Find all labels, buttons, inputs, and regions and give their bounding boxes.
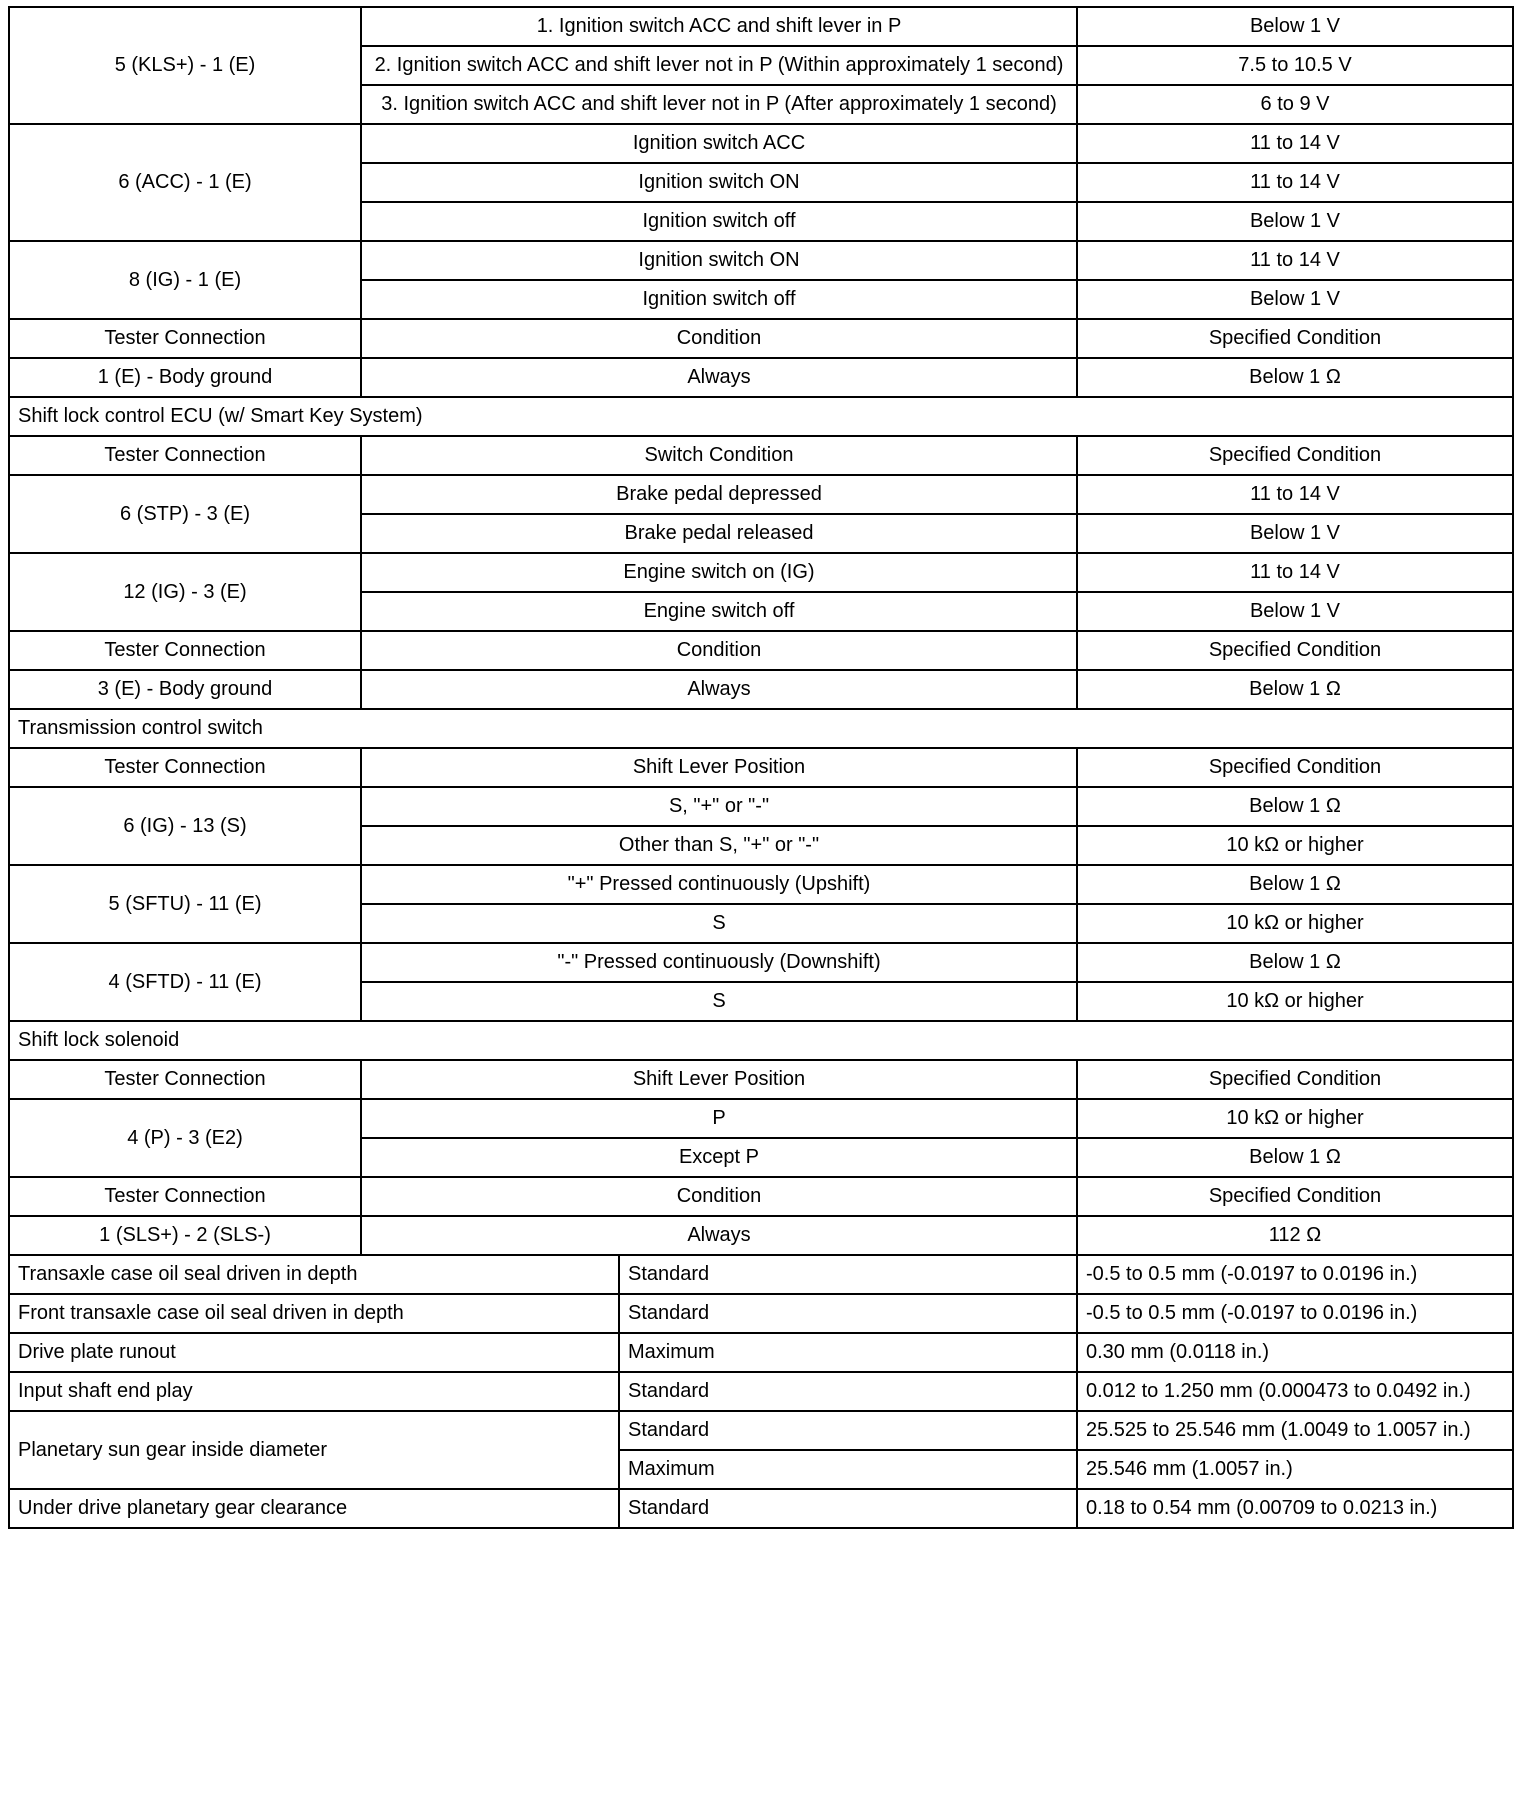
table-header-row (9, 748, 1513, 787)
spec-value-cell: 25.546 mm (1.0057 in.) (1077, 1450, 1513, 1489)
condition-cell: Engine switch off (361, 592, 1077, 631)
table-row (9, 943, 1513, 982)
specified-condition-cell: 6 to 9 V (1077, 85, 1513, 124)
specified-condition-cell: 10 kΩ or higher (1077, 826, 1513, 865)
table-row (9, 241, 1513, 280)
column-header-specified-condition: Specified Condition (1077, 1177, 1513, 1216)
spec-type-cell: Standard (619, 1372, 1077, 1411)
tester-connection-cell: 6 (ACC) - 1 (E) (9, 124, 361, 241)
tester-connection-cell: 6 (IG) - 13 (S) (9, 787, 361, 865)
tester-connection-cell: 3 (E) - Body ground (9, 670, 361, 709)
condition-cell: Ignition switch ON (361, 241, 1077, 280)
spec-type-cell: Maximum (619, 1333, 1077, 1372)
column-header-specified-condition: Specified Condition (1077, 748, 1513, 787)
table-row (9, 1333, 1513, 1372)
spec-type-cell: Maximum (619, 1450, 1077, 1489)
condition-cell: "+" Pressed continuously (Upshift) (361, 865, 1077, 904)
specified-condition-cell: 10 kΩ or higher (1077, 982, 1513, 1021)
column-header-condition: Condition (361, 631, 1077, 670)
table-header-row (9, 1060, 1513, 1099)
specified-condition-cell: 11 to 14 V (1077, 553, 1513, 592)
condition-cell: Ignition switch off (361, 280, 1077, 319)
condition-cell: 2. Ignition switch ACC and shift lever not in P (Within approximately 1 second) (361, 46, 1077, 85)
specified-condition-cell: Below 1 V (1077, 7, 1513, 46)
condition-cell: S (361, 982, 1077, 1021)
table-row (9, 1489, 1513, 1528)
table-row (9, 1099, 1513, 1138)
column-header-shift-lever-position: Shift Lever Position (361, 748, 1077, 787)
column-header-specified-condition: Specified Condition (1077, 631, 1513, 670)
table-row (9, 1411, 1513, 1450)
specified-condition-cell: Below 1 Ω (1077, 358, 1513, 397)
specified-condition-cell: Below 1 V (1077, 592, 1513, 631)
condition-cell: Other than S, "+" or "-" (361, 826, 1077, 865)
specified-condition-cell: 112 Ω (1077, 1216, 1513, 1255)
specified-condition-cell: 11 to 14 V (1077, 241, 1513, 280)
condition-cell: S (361, 904, 1077, 943)
column-header-tester-connection: Tester Connection (9, 436, 361, 475)
table-row (9, 1216, 1513, 1255)
specified-condition-cell: Below 1 Ω (1077, 943, 1513, 982)
column-header-specified-condition: Specified Condition (1077, 436, 1513, 475)
spec-type-cell: Standard (619, 1411, 1077, 1450)
spec-item-cell: Input shaft end play (9, 1372, 619, 1411)
condition-cell: Ignition switch ACC (361, 124, 1077, 163)
table-header-row (9, 436, 1513, 475)
tester-connection-cell: 4 (P) - 3 (E2) (9, 1099, 361, 1177)
specified-condition-cell: Below 1 Ω (1077, 787, 1513, 826)
condition-cell: Ignition switch off (361, 202, 1077, 241)
condition-cell: Always (361, 358, 1077, 397)
spec-value-cell: 0.18 to 0.54 mm (0.00709 to 0.0213 in.) (1077, 1489, 1513, 1528)
spec-item-cell: Front transaxle case oil seal driven in depth (9, 1294, 619, 1333)
condition-cell: Ignition switch ON (361, 163, 1077, 202)
tester-connection-cell: 5 (SFTU) - 11 (E) (9, 865, 361, 943)
specifications-table (8, 6, 1514, 1529)
section-title-row (9, 1021, 1513, 1060)
column-header-switch-condition: Switch Condition (361, 436, 1077, 475)
table-row (9, 7, 1513, 46)
column-header-specified-condition: Specified Condition (1077, 1060, 1513, 1099)
condition-cell: 1. Ignition switch ACC and shift lever in P (361, 7, 1077, 46)
column-header-shift-lever-position: Shift Lever Position (361, 1060, 1077, 1099)
condition-cell: Except P (361, 1138, 1077, 1177)
specified-condition-cell: 11 to 14 V (1077, 475, 1513, 514)
column-header-tester-connection: Tester Connection (9, 748, 361, 787)
column-header-tester-connection: Tester Connection (9, 1177, 361, 1216)
condition-cell: 3. Ignition switch ACC and shift lever not in P (After approximately 1 second) (361, 85, 1077, 124)
column-header-tester-connection: Tester Connection (9, 631, 361, 670)
condition-cell: Brake pedal depressed (361, 475, 1077, 514)
column-header-tester-connection: Tester Connection (9, 1060, 361, 1099)
section-title-shift-lock-control-ecu: Shift lock control ECU (w/ Smart Key System) (9, 397, 1513, 436)
specified-condition-cell: 11 to 14 V (1077, 124, 1513, 163)
spec-item-cell: Drive plate runout (9, 1333, 619, 1372)
specified-condition-cell: Below 1 Ω (1077, 670, 1513, 709)
spec-item-cell: Transaxle case oil seal driven in depth (9, 1255, 619, 1294)
table-header-row (9, 319, 1513, 358)
table-row (9, 865, 1513, 904)
table-row (9, 1255, 1513, 1294)
spec-value-cell: -0.5 to 0.5 mm (-0.0197 to 0.0196 in.) (1077, 1255, 1513, 1294)
specified-condition-cell: 7.5 to 10.5 V (1077, 46, 1513, 85)
specified-condition-cell: 10 kΩ or higher (1077, 1099, 1513, 1138)
table-header-row (9, 1177, 1513, 1216)
condition-cell: Always (361, 1216, 1077, 1255)
condition-cell: Brake pedal released (361, 514, 1077, 553)
column-header-condition: Condition (361, 1177, 1077, 1216)
condition-cell: Engine switch on (IG) (361, 553, 1077, 592)
specified-condition-cell: Below 1 V (1077, 514, 1513, 553)
column-header-specified-condition: Specified Condition (1077, 319, 1513, 358)
table-row (9, 787, 1513, 826)
section-title-transmission-control-switch: Transmission control switch (9, 709, 1513, 748)
condition-cell: S, "+" or "-" (361, 787, 1077, 826)
spec-item-cell: Planetary sun gear inside diameter (9, 1411, 619, 1489)
table-row (9, 1372, 1513, 1411)
spec-value-cell: 0.30 mm (0.0118 in.) (1077, 1333, 1513, 1372)
specified-condition-cell: Below 1 Ω (1077, 1138, 1513, 1177)
table-row (9, 670, 1513, 709)
spec-item-cell: Under drive planetary gear clearance (9, 1489, 619, 1528)
table-row (9, 553, 1513, 592)
table-row (9, 1294, 1513, 1333)
spec-type-cell: Standard (619, 1489, 1077, 1528)
spec-type-cell: Standard (619, 1294, 1077, 1333)
section-title-shift-lock-solenoid: Shift lock solenoid (9, 1021, 1513, 1060)
column-header-condition: Condition (361, 319, 1077, 358)
spec-value-cell: 0.012 to 1.250 mm (0.000473 to 0.0492 in.) (1077, 1372, 1513, 1411)
specified-condition-cell: 10 kΩ or higher (1077, 904, 1513, 943)
spec-value-cell: -0.5 to 0.5 mm (-0.0197 to 0.0196 in.) (1077, 1294, 1513, 1333)
specified-condition-cell: Below 1 V (1077, 280, 1513, 319)
tester-connection-cell: 8 (IG) - 1 (E) (9, 241, 361, 319)
table-row (9, 358, 1513, 397)
table-row (9, 124, 1513, 163)
tester-connection-cell: 6 (STP) - 3 (E) (9, 475, 361, 553)
spec-value-cell: 25.525 to 25.546 mm (1.0049 to 1.0057 in.) (1077, 1411, 1513, 1450)
condition-cell: "-" Pressed continuously (Downshift) (361, 943, 1077, 982)
table-header-row (9, 631, 1513, 670)
condition-cell: Always (361, 670, 1077, 709)
specified-condition-cell: 11 to 14 V (1077, 163, 1513, 202)
section-title-row (9, 709, 1513, 748)
specified-condition-cell: Below 1 Ω (1077, 865, 1513, 904)
tester-connection-cell: 1 (E) - Body ground (9, 358, 361, 397)
tester-connection-cell: 4 (SFTD) - 11 (E) (9, 943, 361, 1021)
table-row (9, 475, 1513, 514)
condition-cell: P (361, 1099, 1077, 1138)
section-title-row (9, 397, 1513, 436)
column-header-tester-connection: Tester Connection (9, 319, 361, 358)
tester-connection-cell: 5 (KLS+) - 1 (E) (9, 7, 361, 124)
spec-type-cell: Standard (619, 1255, 1077, 1294)
specified-condition-cell: Below 1 V (1077, 202, 1513, 241)
tester-connection-cell: 1 (SLS+) - 2 (SLS-) (9, 1216, 361, 1255)
tester-connection-cell: 12 (IG) - 3 (E) (9, 553, 361, 631)
